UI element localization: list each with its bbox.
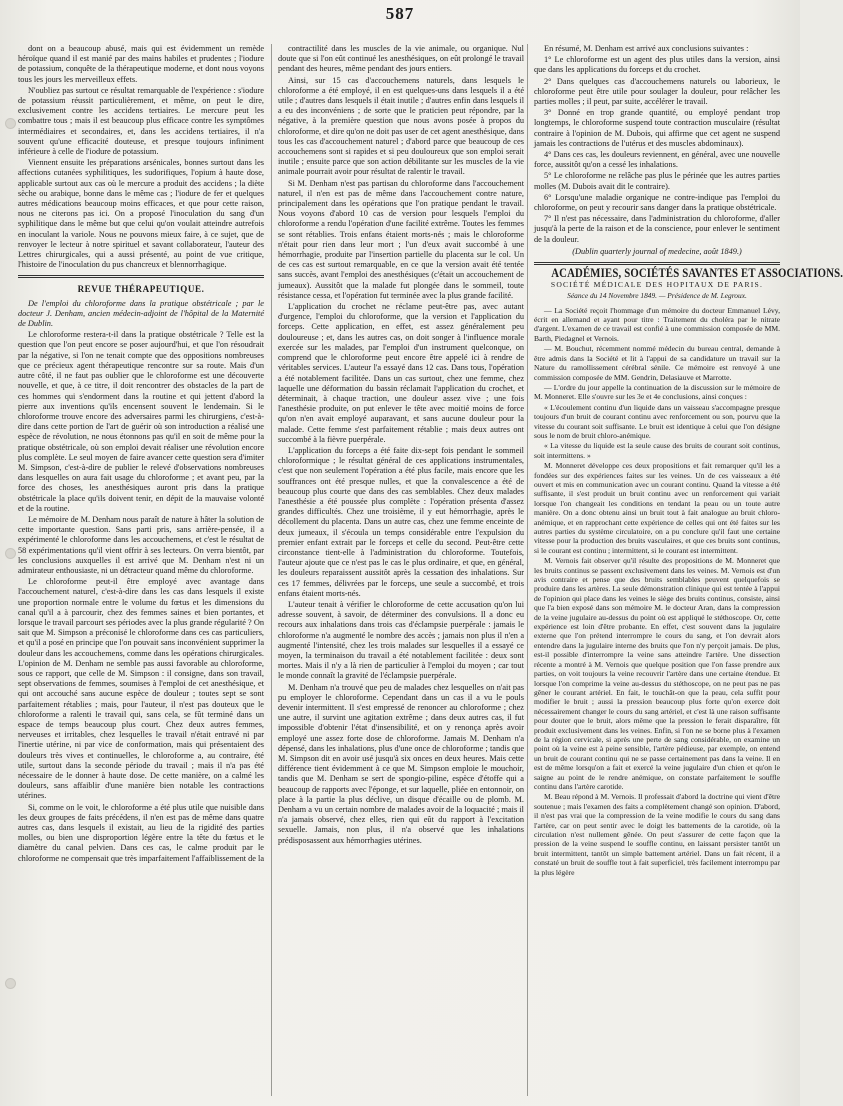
paragraph: M. Denham n'a trouvé que peu de malades chez lesquelles on n'ait pas pu employer le chloroforme. Cependant dans un cas il a vu le pouls devenir intermittent. Il s'est empressé de renoncer au chloroforme ; chez une autre, il survint une agitation extrême ; dans deux autres cas, il fut impossible d'obtenir l'état d'insensibilité, et on y renonça après avoir employé une assez forte dose de chloroforme. Jamais M. Denham n'a dépensé, dans les inhalations, plus d'une once de chloroforme ; tandis que M. Simpson dit en avoir usé jusqu'à six onces en deux heures. Mais cette différence tient évidemment à ce que M. Simpson emploie le mouchoir, tandis que M. Denham se sert de spongio-piline, espèce d'étoffe qui a beaucoup de rapports avec l'éponge, et sur laquelle, pliée en entonnoir, on place à la partie la plus déclive, un disque d'écaille ou de plomb. M. Denham a vu un certain nombre de malades avoir de la loquacité ; mais il n'a jamais observé, chez elles, rien qui eût du rapport à l'excitation sexuelle. Jamais, non plus, il n'a observé que les inhalations prédisposassent aux hémorrhagies utérines. bbox=[278, 682, 524, 845]
paragraph: — M. Bouchut, récemment nommé médecin du bureau central, demande à être admis dans la Société et lit à l'appui de sa candidature un travail sur la Nature du ramollissement cérébral sénile. Ce mémoire est renvoyé à une commission composée de MM. Gendrin, Delasiauve et Marrotte. bbox=[534, 344, 780, 382]
section-title: REVUE THÉRAPEUTIQUE. bbox=[77, 284, 205, 295]
paragraph: L'auteur tenait à vérifier le chloroforme de cette accusation qu'on lui adresse souvent, à savoir, de déterminer des convulsions. Il a donc eu recours aux inhalations dans trois cas d'éclampsie puerpérale : jamais le chloroforme n'a augmenté le nombre des accès ; jamais non plus il n'en a augmenté l'intensité, chez les trois malades sur lesquelles il a essayé ce moyen, la terminaison du travail a été notablement facilitée : deux sont mortes. Mais il n'y a là rien de particulier à l'emploi du moyen ; car tout le monde connaît la gravité de l'éclampsie puerpérale. bbox=[278, 599, 524, 681]
binding-hole-icon bbox=[5, 978, 16, 989]
paragraph: M. Beau répond à M. Vernois. Il professait d'abord la doctrine qui vient d'être soutenue ; mais l'examen des faits a complètement changé son opinion. D'abord, il n'est pas vrai que la compression de la veine modifie le cours du sang dans l'artère, car on peut sentir avec le doigt les battements de la carotide, où la circulation n'est nullement gênée. On peut s'assurer de cette façon que la pression de la veine suspend le souffle continu, en laissant persister tantôt un bruit intermittent, tantôt un simple battement artériel. Dans un fait récent, il a constaté un bruit de souffle tout à fait superficiel, très facilement interrompu par la plus légère bbox=[534, 792, 780, 877]
paragraph: Le chloroforme restera-t-il dans la pratique obstétricale ? Telle est la question que l'on peut encore se poser aujourd'hui, et que l'on résoudrait par la négative, si l'on ne tenait compte que des oppositions nombreuses que ce précieux agent thérapeutique rencontre sur sa route. Mais d'un autre côté, il ne faut pas oublier que le chloroforme est une découverte nouvelle, et que, à ce titre, il doit rencontrer des obstacles de la part de ces hommes qui s'endorment dans la routine et qui jettent d'abord la pierre aux inventions qu'ils encensent souvent le lendemain. Si le chloroforme trouve encore des adversaires parmi les chirurgiens, c'est-à-dire dans cette portion de l'art de guérir où son introduction a réalisé une espèce de révolution, ne nous étonnons pas qu'il en soit de même pour la pratique obstétricale, où son emploi devait réaliser une révolution encore plus complète. Le seul moyen de faire avancer cette question sera d'imiter M. Simpson, c'est-à-dire de publier le relevé d'observations nombreuses dans lesquelles on aura fait usage du chloroforme ; et avant peu, par la force des choses, les anesthésiques auront pris dans la pratique obstétricale la place qu'ils doivent tenir, en dépit de la mauvaise volonté et de la routine. bbox=[18, 330, 264, 513]
paragraph: Le mémoire de M. Denham nous paraît de nature à hâter la solution de cette importante question. Sans parti pris, sans arrière-pensée, il a expérimenté le chloroforme dans les accouchemens, et c'est le résultat de 58 expérimentations qu'il vient offrir à ses lecteurs. On verra bientôt, par les conclusions auxquelles il est arrivé que M. Denham n'est ni un admirateur enthousiaste, ni un détracteur quand même du chloroforme. bbox=[18, 514, 264, 575]
paragraph: M. Vernois fait observer qu'il résulte des propositions de M. Monneret que les bruits continus se passent exclusivement dans les veines. M. Vernois est d'un avis contraire et pense que des bruits semblables peuvent quelquefois se produire dans les artères. La seule démonstration clinique qui est tentée à l'appui de l'opinion qui place dans les veines le siège des bruits continus, consiste, ainsi que l'a bien exposé dans son mémoire M. le docteur Aran, dans la compression de la veine jugulaire au-dessus du point où est appliqué le stéthoscope. Or, cette expérience est loin d'être probante. En effet, c'est souvent dans la jugulaire externe que l'on prétend interrompre le cours du sang, et l'on devrait alors entendre dans la jugulaire interne des bruits que l'on n'y perçoit jamais. De plus, est-il possible d'interrompre la veine sans atteindre l'artère. Une dissection récente a montré à M. Vernois que quelque position que l'on fasse prendre aux parties, on voit toujours la veine recouvrir l'artère dans une certaine étendue. Et lorsque l'on comprime la veine au-dessus du stéthoscope, on ne peut pas ne pas gêner le courant artériel. En fait, le touchât-on que la peau, cela suffit pour modifier le bruit ; aussi la pression beaucoup plus forte qu'on exerce doit nécessairement changer le cours du sang artériel, et c'est là une raison suffisante pour douter que le bruit, alors même que la pression le ferait disparaître, fût produit exclusivement dans les veines. Enfin, si l'on ne se borne plus à l'examen de la région cervicale, si après une perte de sang considérable, on examine un point où la veine est à peine sensible, l'artère pédieuse, par exemple, on entend un bruit de courant continu qui ne se passe certainement pas dans la veine. Il en est de même lorsqu'on a fait et exercé la veine jugulaire d'un chien et qu'on le saigne au point de le rendre anémique, on constate parfaitement le souffle continu dans l'artère carotide. bbox=[534, 556, 780, 791]
section-title-academies: ACADÉMIES, SOCIÉTÉS SAVANTES ET ASSOCIATIONS. bbox=[551, 266, 843, 281]
paragraph: Le chloroforme peut-il être employé avec avantage dans l'accouchement naturel, c'est-à-dire dans les cas dans lesquels il existe une proportion normale entre le volume du fœtus et les dimensions du canal qu'il a à parcourir, chez des femmes saines et bien portantes, et lorsque le travail parcourt ses périodes avec la plus grande régularité ? On sait que M. Simpson a préconisé le chloroforme dans ces cas particuliers, et qu'il a posé en principe que l'on pouvait sans inconvénient supprimer la douleur dans les accouchemens, comme dans les opérations chirurgicales. L'opinion de M. Denham ne semble pas aussi favorable au chloroforme, sous ce rapport, que celle de M. Simpson : il consigne, dans son travail, sept observations de femmes, soumises à l'emploi de cet anesthésique, et qui ont accouché sans aucune espèce de douleur ; toutes sept se sont parfaitement rétablies ; mais, pour l'auteur, il n'est pas douteux que le chloroforme a ralenti le travail qui, sans cela, se fût terminé dans un espace de temps beaucoup plus court. Chez deux autres femmes, nerveuses et irritables, chez lesquelles le travail n'était entravé ni par l'inertie utérine, ni par vice de conformation, mais qui présentaient des douleurs très vives et continuelles, le chloroforme a, au contraire, été utile, surtout dans la seconde période du travail ; mais il n'a pas été nécessaire de le donner à haute dose. De cette manière, on a calmé les douleurs, sans affaiblir d'une manière bien notable les contractions utérines. bbox=[18, 577, 264, 801]
paragraph: — L'ordre du jour appelle la continuation de la discussion sur le mémoire de M. Monneret. Elle s'ouvre sur les 3e et 4e conclusions, ainsi conçues : bbox=[534, 382, 780, 402]
quotation: « L'écoulement continu d'un liquide dans un vaisseau s'accompagne presque toujours d'un bruit de courant continu avec renforcement ou son, pourvu que la vitesse du courant soit suffisante. Le bruit est identique à celui que l'on désigne sous le nom de bruit chloro-anémique. bbox=[534, 402, 780, 440]
section-rule bbox=[534, 262, 780, 265]
quotation: « La vitesse du liquide est la seule cause des bruits de courant soit continus, soit intermittens. » bbox=[534, 441, 780, 460]
column-2 bbox=[278, 44, 524, 1096]
source-citation: (Dublin quarterly journal of medecine, août 1849.) bbox=[572, 246, 742, 256]
session-line: Séance du 14 Novembre 1849. — Présidence de M. Legroux. bbox=[567, 291, 747, 301]
paragraph: dont on a beaucoup abusé, mais qui est évidemment un remède héroïque quand il est manié par des mains habiles et prudentes ; l'iodure de potassium, conquête de la thérapeutique moderne, et dont nous voyons tous les jours les merveilleux effets. bbox=[18, 44, 264, 84]
paragraph: Ainsi, sur 15 cas d'accouchemens naturels, dans lesquels le chloroforme a été employé, il en est quelques-uns dans lesquels il a été utile ; d'autres dans lesquels il était inutile ; d'autres enfin dans lesquels il a eu des inconvéniens ; de sorte que le praticien peut répondre, par la négative, à la première question que nous avons posée à propos du chloroforme, et dire qu'on ne doit pas user de cet agent anesthésique, dans tous les cas d'accouchement naturel ; d'abord parce que beaucoup de ces accouchemens sont si rapides et si peu douloureux que son emploi serait inutile ; ensuite parce que son action débilitante sur les muscles de la vie animale pourrait avoir pour résultat de ralentir le travail. bbox=[278, 75, 524, 177]
column-3 bbox=[534, 44, 843, 1096]
column-divider bbox=[527, 44, 528, 1096]
page-number: 587 bbox=[385, 4, 415, 23]
conclusion-item: 2° Dans quelques cas d'accouchemens naturels ou laborieux, le chloroforme peut être utile pour soulager la douleur, pour relâcher les parties molles ; il peut, par suite, accélérer le travail. bbox=[534, 76, 780, 107]
paragraph: Si, comme on le voit, le chloroforme a été plus utile que nuisible dans les deux groupes de faits précédens, il n'en est pas de même dans quatre autres cas, dans lesquels il existait, au lieu de la rigidité des parties molles, ou bien une disproportion légère entre la tête du fœtus et le diamètre du canal pelvien. Dans ces cas, le calme produit par le chloroforme ne compensait que très imparfaitement l'affaiblissement de la bbox=[18, 802, 265, 863]
column-1 bbox=[18, 44, 264, 1096]
paragraph: Viennent ensuite les préparations arsénicales, bonnes surtout dans les affections cutanées syphilitiques, les sudorifiques, l'opium à haute dose, applicable surtout aux cas où le mercure a produit des accidens ; la diète sèche ou arabique, bonne dans le même cas ; l'iodure de fer et quelques autres médications beaucoup moins efficaces, et que pour cette raison, nous ne citerons pas ici. On a proposé l'inoculation du sang d'un syphilitique dans le même but que celui qu'on voulait atteindre autrefois en inoculant la variole. Nous ne pouvons mieux faire, à ce sujet, que de renvoyer le lecteur à notre spirituel et savant collaborateur, l'auteur des Lettres chirurgicales, qui a aussi présenté, au point de vue critique, l'histoire de l'inoculation du pus chancreux et blennorrhagique. bbox=[18, 158, 264, 270]
conclusion-item: 1° Le chloroforme est un agent des plus utiles dans la version, ainsi que dans les applications du forceps et du crochet. bbox=[534, 55, 780, 75]
binding-hole-icon bbox=[5, 118, 16, 129]
paragraph: contractilité dans les muscles de la vie animale, ou organique. Nul doute que si l'on eût continué les anesthésiques, on eût prolongé le travail pendant des heures, même pendant des jours entiers. bbox=[278, 44, 524, 74]
conclusion-item: 3° Donné en trop grande quantité, ou employé pendant trop longtemps, le chloroforme suspend toute contraction musculaire (résultat contraire à l'opinion de M. Dubois, qui affirme que cet agent ne suspend jamais les contractions de l'utérus et des muscles abdominaux). bbox=[534, 108, 780, 148]
minutes-body bbox=[534, 306, 780, 877]
conclusion-item: 6° Lorsqu'une maladie organique ne contre-indique pas l'emploi du chloroforme, on peut y recourir sans danger dans la pratique obstétricale. bbox=[534, 192, 780, 213]
article-heading: De l'emploi du chloroforme dans la pratique obstétricale ; par le docteur J. Denham, ancien médecin-adjoint de l'hôpital de la Maternité de Dublin. bbox=[18, 298, 264, 329]
paragraph: L'application du crochet ne réclame peut-être pas, avec autant d'urgence, l'emploi du chloroforme, que la version et l'application du forceps. Cette application, en effet, est assez généralement peu douloureuse ; et, dans les autres cas, on doit songer à l'influence morale exercée sur les malades, par l'emploi d'un instrument quelconque, on comprend que le chloroforme peut encore être appelé ici à rendre de véritables services. L'auteur l'a essayé dans 12 cas. Dans tous, l'opération a été notablement facilitée. Dans un cas surtout, chez une femme, chez laquelle une déformation du bassin réclamait l'application du crochet, et déterminait, à chaque traction, une douleur assez vive ; une fois l'anesthésie produite, on put enlever le tête avec moitié moins de force qu'on n'en avait employé auparavant, et sans aucune douleur pour la malade. Cette femme s'est parfaitement rétablie ; mais deux autres ont succombé à la fièvre puerpérale. bbox=[278, 302, 524, 444]
binding-hole-icon bbox=[5, 548, 16, 559]
paragraph: En résumé, M. Denham est arrivé aux conclusions suivantes : bbox=[544, 44, 749, 53]
conclusion-item: 7° Il n'est pas nécessaire, dans l'administration du chloroforme, d'aller jusqu'à la perte de la raison et de la conscience, pour enlever le sentiment de la douleur. bbox=[534, 214, 780, 244]
paragraph: N'oubliez pas surtout ce résultat remarquable de l'expérience : s'iodure de potassium réussit particulièrement, et même, on peut le dire, exclusivement contre les accidens tertiaires. Le mercure peut les combattre tous ; mais il est beaucoup plus efficace contre les symptômes intermédiaires et secondaires, et, dans les accidens tertiaires, il n'a souvent qu'une efficacité douteuse, et presque toujours infiniment inférieure à celle de l'iodure de potassium. bbox=[18, 85, 264, 157]
conclusion-item: 5° Le chloroforme ne relâche pas plus le périnée que les autres parties molles (M. Dubois avait dit le contraire). bbox=[534, 171, 780, 191]
paragraph: M. Monneret développe ces deux propositions et fait remarquer qu'il les a fondées sur des expériences faites sur les veines. Un de ces vaisseaux a été ouvert et mis en communication avec un courant continu. Quand la vitesse a été suffisante, il s'est produit un bruit continu avec un renforcement qui variait lorsque l'on changeait les conditions en tendant la peau ou un toute autre manière. On a donc obtenu ainsi un bruit tout à fait analogue au bruit chloro-anémique, et en rapprochant cette expérience de celles qui ont été faites sur les autres parties du système circulatoire, on a pu conclure qu'il faut une certaine vitesse pour la production des bruits vasculaires, et que ces bruits sont continus, si le courant est continu ; intermittent, si le courant est intermittent. bbox=[534, 461, 780, 555]
society-heading: SOCIÉTÉ MÉDICALE DES HOPITAUX DE PARIS. bbox=[550, 280, 764, 290]
paragraph: L'application du forceps a été faite dix-sept fois pendant le sommeil chloroformique ; le résultat général de ces applications instrumentales, c'est que non seulement l'opération a été plus facile, mais encore que les souffrances ont été presque nulles, et que la convalescence a été de beaucoup plus courte que dans des cas semblables. Chez deux malades l'anesthésie a été poussée plus complète : l'opération présenta d'assez grandes difficultés. Chez une troisième, il y eut hémorrhagie, après le décollement du placenta. Dans un autre cas, chez une femme enceinte de deux jumeaux, il s'écoula un temps considérable entre l'expulsion du premier enfant extrait par le forceps et celle du second. Peut-être cette circonstance tient-elle à l'administration du chloroforme. Toutefois, l'auteur ajoute que ce n'est pas le cas le plus ordinaire, et que, en général, les douleurs reparaissent aussitôt après la cessation des inhalations. Sur ces 17 femmes, délivrées par le forceps, une seule a succombé, et trois enfans étaient morts-nés. bbox=[278, 445, 524, 598]
paragraph: — La Société reçoit l'hommage d'un mémoire du docteur Emmanuel Lévy, écrit en allemand et ayant pour titre : Traitement du choléra par le nitrate d'argent. L'examen de ce travail est confié à une commission composée de MM. Barth, Piedagnel et Vernois. bbox=[534, 305, 780, 343]
section-rule bbox=[18, 275, 264, 278]
paragraph: Si M. Denham n'est pas partisan du chloroforme dans l'accouchement naturel, il n'en est pas de même dans l'accouchement contre nature, principalement dans les opérations que l'on pratique pendant le travail. Nous voyons d'abord 10 cas de version pour lesquels l'emploi du chloroforme a rendu l'opération d'une facilité extrême. Toutes les femmes se sont rétablies. Trois enfans étaient morts-nés ; mais le chloroforme n'était pour rien dans leur mort ; l'un d'eux avait succombé à une hémorrhagie, produite par l'insertion partielle du placenta sur le col. Un de ces cas est surtout remarquable, en ce que la version avait été tentée sans succès, avant l'emploi des anesthésiques (c'était un accouchement de jumeaux). Aussitôt que la malade fut plongée dans le sommeil, toute résistance cessa, et l'opération fut terminée avec la plus grande facilité. bbox=[278, 178, 524, 300]
column-divider bbox=[271, 44, 272, 1096]
conclusion-item: 4° Dans ces cas, les douleurs reviennent, en général, avec une nouvelle force, aussitôt qu'on a cessé les inhalations. bbox=[534, 150, 780, 170]
